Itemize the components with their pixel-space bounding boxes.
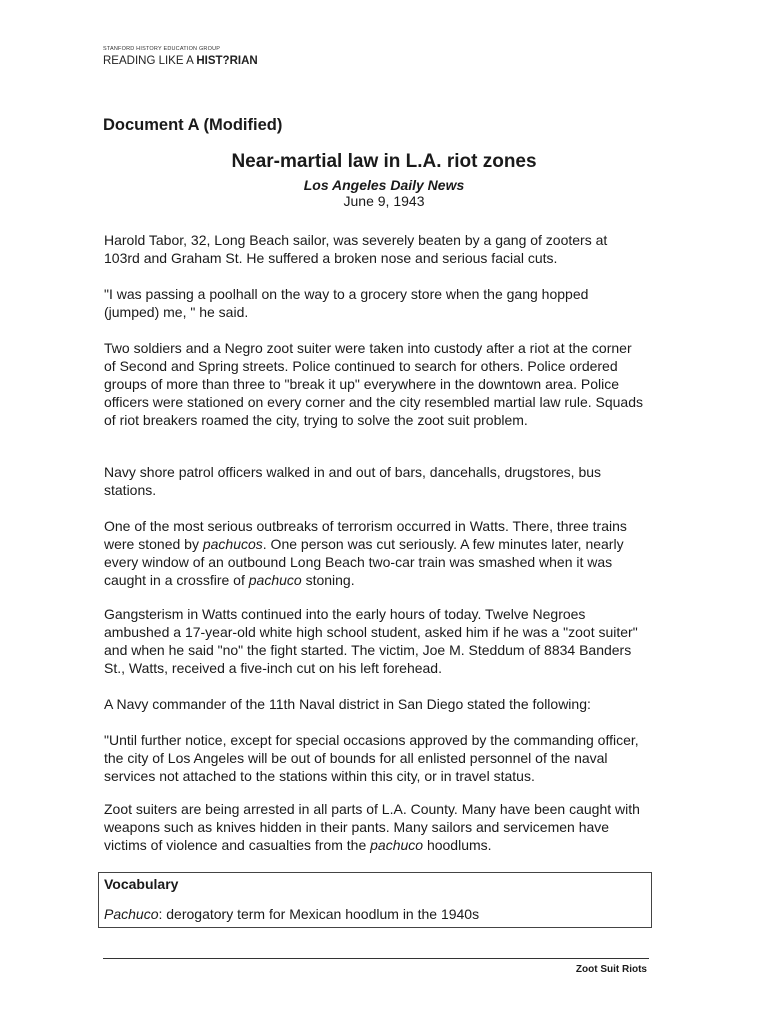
brand-title — [103, 54, 258, 68]
paragraph-5-term-2: pachuco — [248, 572, 302, 588]
paragraph-1: Harold Tabor, 32, Long Beach sailor, was severely beaten by a gang of zooters at 103rd and Graham St. He suffered a broken nose and serious facial cuts. — [104, 232, 608, 266]
paragraph-5-part-c: stoning. — [301, 572, 355, 588]
brand-glyph: ? — [222, 55, 230, 67]
paragraph-9-term: pachuco — [370, 837, 424, 853]
paragraph-4: Navy shore patrol officers walked in and out of bars, dancehalls, drugstores, bus stations. — [104, 464, 602, 498]
article-source: Los Angeles Daily News — [303, 177, 465, 193]
footer-title: Zoot Suit Riots — [575, 964, 647, 975]
paragraph-6: Gangsterism in Watts continued into the early hours of today. Twelve Negroes ambushed a 17-year-old white high school student, asked him if he was a "zoot suiter" and when he said "no" the fight started. The victim, Joe M. Steddum of 8834 Banders St., Watts, received a five-inch cut on his left forehead. — [104, 606, 638, 676]
vocabulary-term: Pachuco — [104, 906, 159, 922]
brand-logo — [103, 46, 258, 68]
paragraph-8: "Until further notice, except for special occasions approved by the commanding officer, the city of Los Angeles will be out of bounds for all enlisted personnel of the naval services not attached to the stations within this city, or in travel status. — [104, 732, 639, 784]
paragraph-7: A Navy commander of the 11th Naval district in San Diego stated the following: — [104, 696, 591, 712]
paragraph-2: "I was passing a poolhall on the way to a grocery store when the gang hopped (jumped) me, " he said. — [104, 286, 589, 320]
paragraph-5-part-b: . One person was cut seriously. A few minutes later, nearly every window of an outbound Long Beach two-car train was smashed when it was caught in a crossfire of — [104, 536, 624, 588]
brand-prefix: READING LIKE A — [103, 55, 197, 67]
paragraph-5 — [104, 517, 644, 589]
brand-bold-a: HIST — [196, 55, 223, 67]
vocabulary-definition-text: : derogatory term for Mexican hoodlum in the 1940s — [158, 906, 480, 922]
document-label: Document A (Modified) — [103, 116, 283, 134]
vocabulary-title: Vocabulary — [104, 876, 179, 892]
footer-rule — [103, 958, 649, 959]
paragraph-3: Two soldiers and a Negro zoot suiter were taken into custody after a riot at the corner of Second and Spring streets. Police continued to search for others. Police ordered groups of more than three to "break it up" everywhere in the downtown area. Police officers were stationed on every corner and the city resembled martial law rule. Squads of riot breakers roamed the city, trying to solve the zoot suit problem. — [104, 340, 644, 428]
article-date: June 9, 1943 — [343, 193, 425, 209]
paragraph-5-term-1: pachucos — [202, 536, 263, 552]
vocabulary-definition — [104, 906, 479, 922]
article-headline: Near-martial law in L.A. riot zones — [231, 151, 537, 172]
brand-org: STANFORD HISTORY EDUCATION GROUP — [103, 46, 221, 52]
brand-bold-b: RIAN — [229, 55, 258, 67]
paragraph-5-part-a: One of the most serious outbreaks of terrorism occurred in Watts. There, three trains were stoned by — [104, 518, 627, 552]
paragraph-9-part-a: Zoot suiters are being arrested in all parts of L.A. County. Many have been caught with weapons such as knives hidden in their pants. Many sailors and servicemen have victims of violence and casualties from the — [104, 801, 640, 853]
paragraph-9-part-b: hoodlums. — [423, 837, 492, 853]
paragraph-9 — [104, 800, 644, 854]
